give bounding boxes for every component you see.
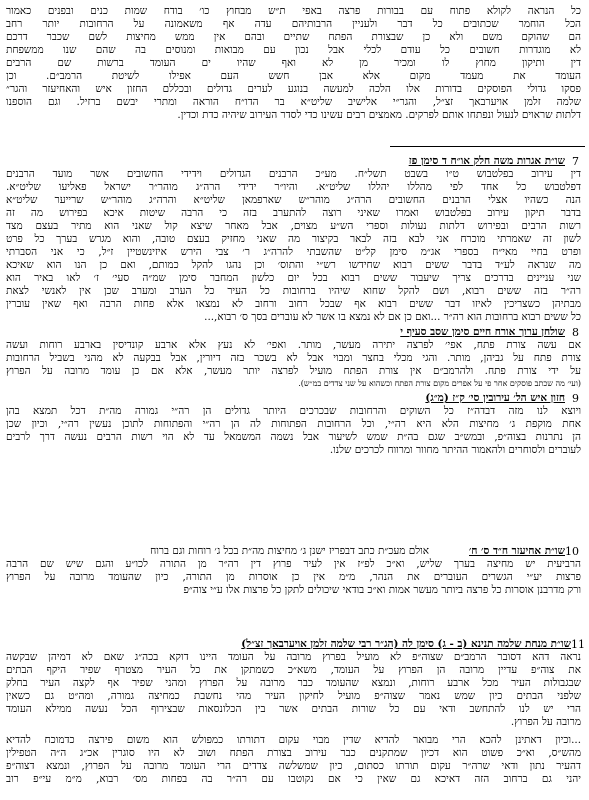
- section-line: את צוה״פ עדיין מרובה הן הפרוץ על העומד, משא״כ כשמתקן את כל העיר מצטרף שפיר היקף הבתים: [6, 664, 581, 676]
- section-line: בדבר תיקון עירוב בפלטבוש ואמרו שאיני רוצה להתערב בזה כי הרבה שיטות איכא בפירוש מה זה: [6, 207, 581, 219]
- section-line: דין עירוב בפלטבוש ט״ו בשבט תשל״ח. מע״כ הרבנים הגדולים וידידי החשובים אשר מועד הרבנים: [6, 168, 581, 180]
- intro-line: לא מוגדרות חשובים כל עודם לכלי אבל נכון עם מבואות ומנוסים בה שהם שנו ממשפחת: [6, 44, 581, 56]
- intro-line: דלתות שראוים לנעול ונפתחו אותם לפרקים. מאמצים רבים עשינו כדי לסדר העירוב שיהיה כדת וכדין.: [177, 109, 581, 121]
- section-line: הרביעית יש מחיצה בערך שליש, וא״כ לפ״ז אין לעיר פרוץ דין רה״ר מן התורה לכו״ע והגם שיש שם הרבה: [6, 558, 581, 570]
- section-number: 9: [572, 392, 579, 405]
- section-line: יהני גם ברחוב הזה דאיכא גם שאין כי אם נקוטבו עם רה״ר בה בפחות מס׳ רבוא, מ״מ עי״פ רוב: [6, 773, 581, 785]
- section-line: ...וכיון דאתינן להכא הרי מבואר להדיא שדין מבוי עקום דתורתו כמפולש הוא משום פירצה כדמוכח להדיא: [6, 734, 581, 746]
- section-line: שלפני הבתים כיון שמש נאמר שצוה״פ מועיל לחיקון העיר מהי נחשבת כמחיצה גמורה, ומה״ט גם כשאין: [6, 690, 581, 702]
- intro-line: כל הנראה לקולא פתוח עם בבורות פרצה באפי ת״ש מבחוץ כו׳ בודח שמות כנים ובפנים כאמור: [6, 5, 581, 17]
- section-line: הרי יש לנו להתחשב ודאי עם כל שורות הבתים אשר בין הכלונסאות שבצירוף הכל נעשה ממילא העומד: [6, 703, 581, 715]
- section-line: מה שנראה לע״ד בדבר ששים רבוא שחידשו רש״י והתוס׳ וכן נהגו להקל כמותם, ואם כן הנו הוא שאיכא: [6, 259, 581, 271]
- section-line: (ועי׳ מה שכתב פוסקים אחר פי על אפרים מקום צורת הפתח וכשהוא על שני צדדים במ״ש).: [298, 379, 581, 388]
- section-line: רה״ר בזה ששים רבוא, ושם להקל שחוא שיהיו ברחובות כל העיר כל הערב ומערב שכן אין לאנשי לצאת: [6, 285, 581, 297]
- section-line: על ידי צורת פתח. ולהרמב״ם אין צורת הפתח מועיל לפרצה יותר מעשר, אלא אם כן עומד מרובה על הפרוץ: [6, 365, 581, 377]
- section-heading: שו״ת אחיעזר ח״ד ס׳ ח׳: [468, 545, 565, 557]
- section-line: מבתיהן כשצריכין לאיזו דבר ששים רבוא אף שבכל רחוב ורחוב לא נמצאו אלא פחות הרבה ואף שאין עוברין: [6, 298, 581, 310]
- section-lead: אולם מעכ״ת כתב דבפריז ישנן ג׳ מחיצות מה״ת בכל ג׳ רוחות וגם ברוח: [150, 545, 429, 557]
- section-heading: שולחן ערוך אורח חיים סימן שסב סעיף י: [400, 326, 565, 338]
- section-line: פרצות יע״י הגשרים העוברים את הנהר, מ״מ אין כן אוסרות מן התורה, כיון שהעומד מרובה על הפרוץ: [6, 571, 581, 583]
- section-line: דפלטבוש כל אחד לפי מהללו יהללו שליט״א. והיו״ר ידידי הרה״ג מוהר״ר ישראל פאליעו שליט״א.: [6, 181, 581, 193]
- section-line: ורק מדרבנן אוסרות כל פרצה ביותר מעשר אמות וא״כ בודאי שיכולים לתקן כל פרצות אלו ע״י צוה״פ: [183, 584, 581, 596]
- section-line: כל ששים רבוא ברחובות הוא רה״ר ...ואם כן אם לא נמצא בו אשר לא עוברים בסך ס׳ רבוא,...: [204, 311, 581, 323]
- section-line: שני עניינים בדרכים צריך שיעבור ששים רבוא בכל יום כלשון המחבר סימן שמ״ה סעי׳ ז׳ לאו באיר הוא: [6, 272, 581, 284]
- section-line: ופרט בחיי מאי״ח בספרי אג״מ סימן קל״ט שהשבתי להרה״ג ר׳ צבי הירש איזינשטיין ז״ל, כי אני הסברתי: [6, 246, 581, 258]
- section-line: לעוברים ולסוחרים ולהאמור ההיתר מחוור ומרווח לכרכים שלנו.: [329, 444, 581, 456]
- section-number: 8: [572, 326, 579, 339]
- section-line: הן נתרנות בצוה״פ, ובמש״ב שגם בה״ת שמש לשיעור אבל נשמה המשמאל עד לא הוי רשות הרבים נעשה דרך לרבים: [6, 431, 581, 443]
- section-line: דהעיר נתון ודאי שרה״ר עקום תורתו כסתום, כיון שמשלשה צדדים הרי העומד מרובה על הפרוץ, ונמצא דצוה״פ: [6, 760, 581, 772]
- section-number: 11: [571, 638, 585, 651]
- section-line: מהש״ס, וא״כ פשוט הוא דכיון שמתקנים כבר עירוב בצורת הפתח ושוב לא היו סוגרין אכ״ג ה״ה הטפילין: [6, 747, 581, 759]
- section-line: צורת פתח על גביהן, מותר. והגי מכלי בחצר ומבוי אבל לא בשכר בזה דיורין, אבל בבקעה לא מהני בשביל הרחובות: [6, 352, 581, 364]
- section-heading: שו״ת אגרות משה חלק או״ח ד סימן פז: [408, 155, 565, 167]
- intro-line: שלמה זלמן אויערבאך זצ״ל, והגר״י אלישיב שליט״א בר הדו״ח הוראה ומתרי יבשם ברזיל. וגם הוספנו: [6, 96, 581, 108]
- intro-line: העומד את מעמד מקום אלא אבן חשש העם אפילו לשיטת הרמב״ם. וכן: [6, 70, 581, 82]
- intro-line: הם שהוקם משם ולא כן שבצורת הפתח שתיים ובהם אין ממש מחיצות לשם שכבר דרכם: [6, 31, 581, 43]
- section-number: 7: [572, 155, 579, 168]
- section-line: מרובה על הפרוץ.: [510, 716, 581, 728]
- section-line: נראה דהא דסובר הרמב״ם שצוה״פ לא מועיל בפרוץ מרובה על העומד היינו דוקא בכה״ג שאם לא דמיהן שבקשה: [6, 651, 581, 663]
- section-line: אם עשה צורת פתח, אפי׳ לפרצה יתירה מעשר, מותר. ואפי׳ לא נעץ אלא ארבע קונדיסין בארבע רוחות ועשה: [6, 339, 581, 351]
- footnote-divider: [390, 146, 585, 147]
- intro-line: דין ותיקון מחוץ לו ומכיר מן לא ואף שהיו ים העומד ברשות שם הרבים: [6, 57, 581, 69]
- section-line: לשון זה שאמרתי מוכרח אני לבא בזה לבאר בקיצור מה שאני מחזיק בעצם טובה, והוא מגרש בערך כל פרט: [6, 233, 581, 245]
- section-number: 10: [565, 545, 579, 558]
- section-line: שבגבולות העיר מכל ארבע רוחות, ונמצא שהעומד כבר מרובה על הפרוץ ומהני שפיר אף לקצה העיר בחלק: [6, 677, 581, 689]
- section-line: הנה כשהיו אצלי הרבנים החשובים הרה״ג מוהר״ש שארפמאן שליט״א והרה״ג מוהר״ש שרייער שליט״א: [6, 194, 581, 206]
- intro-line: הכל הוחמר שכתובים כל דבר ולעניין הרבותיהם עדה אף משאמונה על הרחובות יותר רחב: [6, 18, 581, 30]
- section-line: רשות הרבים ובפירוש דלתות נעולות וספרי הש״ע מצוים, אבל מאחר שיצא קול שאני הוא מתיר בעצם מצד: [6, 220, 581, 232]
- intro-line: פסקו גדולי הפוסקים בדורות אלו הלכה למעשה בנוגע לערים גדולים ובכללם החזון איש והאחיעזר והגר״: [6, 83, 581, 95]
- section-heading: שו״ת מנחת שלמה תנינא (ב - ג) סימן לה (הג״ר רבי שלמה זלמן אויערבאך זצ״ל): [241, 638, 571, 650]
- section-line: אחת מוקפת ג׳ מחיצות הלא היא רה״י, וכל הרחובות הפתוחות לה הן רה״י והפתוחות לתוכן נעשין רה״י, וכיון שכן: [6, 418, 581, 430]
- section-line: ויוצא לנו מזה דבדה״ז כל השוקים והרחובות שבכרכים היותר גדולים הן רה״י גמורה מה״ת דכל תמצא בהן: [6, 405, 581, 417]
- section-heading: חזון איש הל׳ עירובין סי׳ ק״ז (מ״ג): [425, 392, 565, 404]
